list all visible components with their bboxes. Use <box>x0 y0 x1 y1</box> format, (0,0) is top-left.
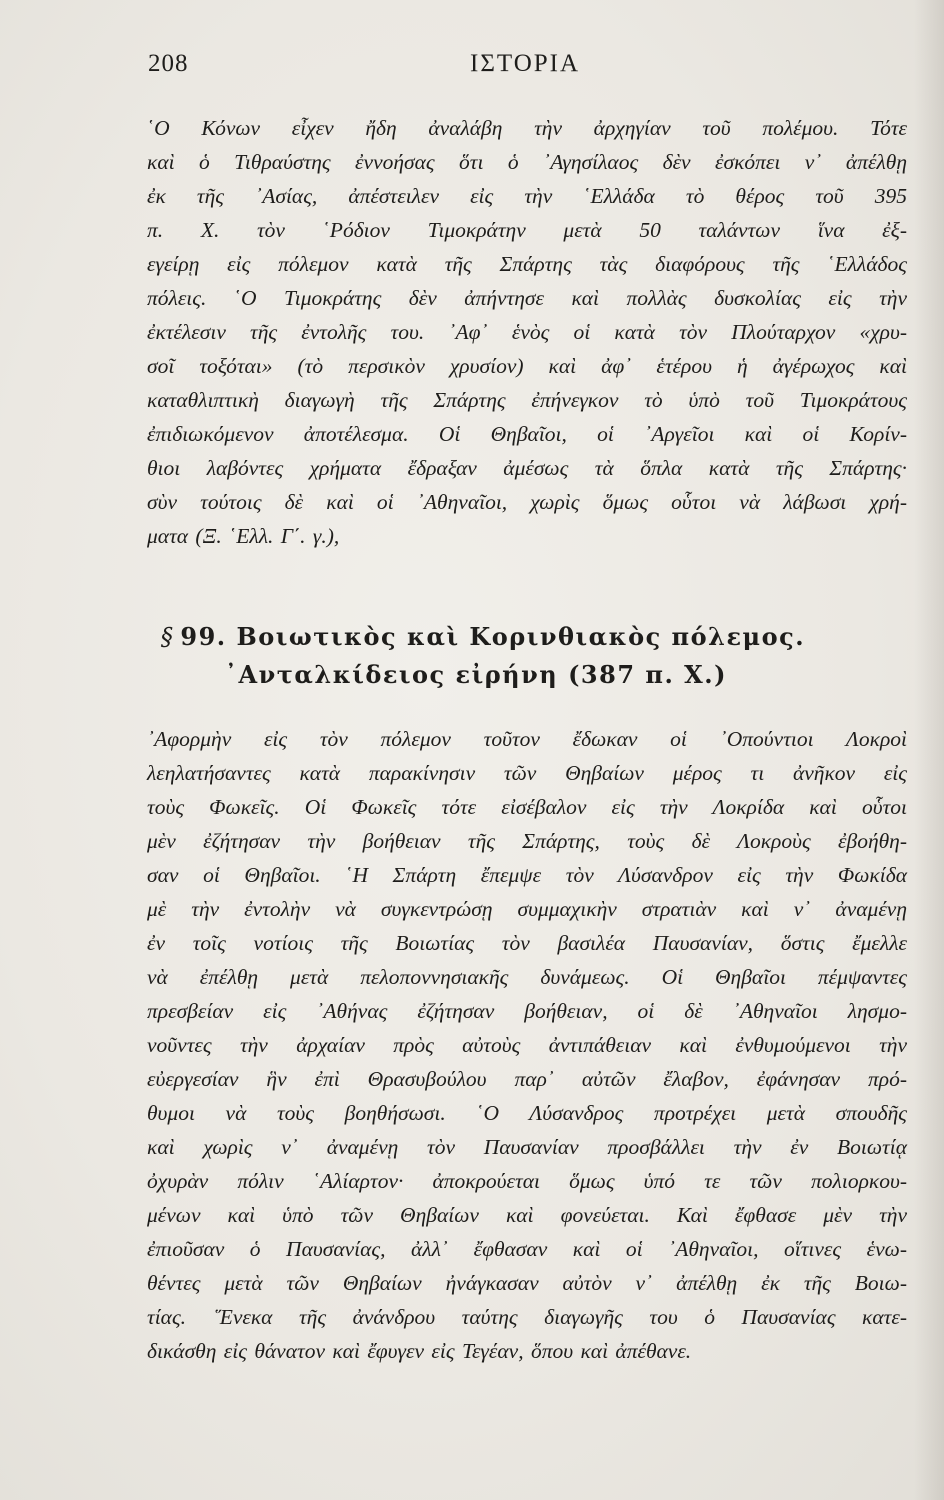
text-line: σαν οἱ Θηβαῖοι. ῾Η Σπάρτη ἔπεμψε τὸν Λύσανδρον εἰς τὴν Φωκίδα <box>147 863 907 887</box>
text-line: ἐπιδιωκόμενον ἀποτέλεσμα. Οἱ Θηβαῖοι, οἱ ᾿Αργεῖοι καὶ οἱ Κορίν- <box>147 422 907 446</box>
text-line: σοῖ τοξόται» (τὸ περσικὸν χρυσίον) καὶ ἀφ᾿ ἑτέρου ἡ ἀγέρωχος καὶ <box>147 354 907 378</box>
section-title: 99. Βοιωτικὸς καὶ Κορινθιακὸς πόλεμος. <box>180 622 806 651</box>
text-line: ᾿Αφορμὴν εἰς τὸν πόλεμον τοῦτον ἔδωκαν οἱ ᾿Οπούντιοι Λοκροὶ <box>147 727 907 751</box>
section-heading <box>0 618 944 694</box>
paragraph-2 <box>147 722 907 1368</box>
page-number: 208 <box>148 50 189 77</box>
page-edge-shadow <box>914 0 944 1500</box>
text-line: λεηλατήσαντες κατὰ παρακίνησιν τῶν Θηβαίων μέρος τι ἀνῆκον εἰς <box>147 761 907 785</box>
text-line: τοὺς Φωκεῖς. Οἱ Φωκεῖς τότε εἰσέβαλον εἰς τὴν Λοκρίδα καὶ οὗτοι <box>147 795 907 819</box>
text-line: πρεσβείαν εἰς ᾿Αθήνας ἐζήτησαν βοήθειαν, οἱ δὲ ᾿Αθηναῖοι λησμο- <box>147 999 907 1023</box>
text-line: καὶ ὁ Τιθραύστης ἐννοήσας ὅτι ὁ ᾿Αγησίλαος δὲν ἐσκόπει ν᾿ ἀπέλθῃ <box>147 150 907 174</box>
text-line: νὰ ἐπέλθῃ μετὰ πελοποννησιακῆς δυνάμεως. Οἱ Θηβαῖοι πέμψαντες <box>147 965 907 989</box>
text-line: ἐπιοῦσαν ὁ Παυσανίας, ἀλλ᾿ ἔφθασαν καὶ οἱ ᾿Αθηναῖοι, οἵτινες ἑνω- <box>147 1237 907 1261</box>
text-line: εγείρῃ εἰς πόλεμον κατὰ τῆς Σπάρτης τὰς διαφόρους τῆς ῾Ελλάδος <box>147 252 907 276</box>
text-line: καὶ χωρὶς ν᾿ ἀναμένῃ τὸν Παυσανίαν προσβάλλει τὴν ἐν Βοιωτίᾳ <box>147 1135 907 1159</box>
text-line: ἐν τοῖς νοτίοις τῆς Βοιωτίας τὸν βασιλέα Παυσανίαν, ὅστις ἔμελλε <box>147 931 907 955</box>
text-line: νοῦντες τὴν ἀρχαίαν πρὸς αὐτοὺς ἀντιπάθειαν καὶ ἐνθυμούμενοι τὴν <box>147 1033 907 1057</box>
running-head: ΙΣΤΟΡΙΑ <box>470 50 581 77</box>
text-line: θιοι λαβόντες χρήματα ἔδραξαν ἀμέσως τὰ ὅπλα κατὰ τῆς Σπάρτης· <box>147 456 907 480</box>
text-line: εὐεργεσίαν ἣν ἐπὶ Θρασυβούλου παρ᾿ αὐτῶν ἔλαβον, ἐφάνησαν πρό- <box>147 1067 907 1091</box>
text-line: ῾Ο Κόνων εἶχεν ἤδη ἀναλάβη τὴν ἀρχηγίαν τοῦ πολέμου. Τότε <box>147 116 907 140</box>
text-line: ἐκ τῆς ᾿Ασίας, ἀπέστειλεν εἰς τὴν ῾Ελλάδα τὸ θέρος τοῦ 395 <box>147 184 907 208</box>
text-line: πόλεις. ῾Ο Τιμοκράτης δὲν ἀπήντησε καὶ πολλὰς δυσκολίας εἰς τὴν <box>147 286 907 310</box>
text-line: ἐκτέλεσιν τῆς ἐντολῆς του. ᾿Αφ᾿ ἑνὸς οἱ κατὰ τὸν Πλούταρχον «χρυ- <box>147 320 907 344</box>
text-line: θέντες μετὰ τῶν Θηβαίων ἠνάγκασαν αὐτὸν ν᾿ ἀπέλθῃ ἐκ τῆς Βοιω- <box>147 1271 907 1295</box>
section-title-line-1 <box>0 618 944 656</box>
text-line: καταθλιπτικὴ διαγωγὴ τῆς Σπάρτης ἐπήνεγκον τὸ ὑπὸ τοῦ Τιμοκράτους <box>147 388 907 412</box>
text-line: μένων καὶ ὑπὸ τῶν Θηβαίων καὶ φονεύεται. Καὶ ἔφθασε μὲν τὴν <box>147 1203 907 1227</box>
text-line: ὀχυρὰν πόλιν ῾Αλίαρτον· ἀποκρούεται ὅμως ὑπό τε τῶν πολιορκου- <box>147 1169 907 1193</box>
section-sign: § <box>160 623 175 651</box>
text-line: ματα (Ξ. ῾Ελλ. Γ΄. γ.), <box>147 524 340 548</box>
text-line: μὲν ἐζήτησαν τὴν βοήθειαν τῆς Σπάρτης, τοὺς δὲ Λοκροὺς ἐβοήθη- <box>147 829 907 853</box>
section-title-line-2: ᾿Ανταλκίδειος εἰρήνη (387 π. Χ.) <box>225 660 727 689</box>
text-line: τίας. ῞Ενεκα τῆς ἀνάνδρου ταύτης διαγωγῆς του ὁ Παυσανίας κατε- <box>147 1305 907 1329</box>
text-line: π. Χ. τὸν ῾Ρόδιον Τιμοκράτην μετὰ 50 ταλάντων ἵνα ἐξ- <box>147 218 907 242</box>
page-header <box>0 50 944 90</box>
text-line: σὺν τούτοις δὲ καὶ οἱ ᾿Αθηναῖοι, χωρὶς ὅμως οὗτοι νὰ λάβωσι χρή- <box>147 490 907 514</box>
text-line: μὲ τὴν ἐντολὴν νὰ συγκεντρώσῃ συμμαχικὴν στρατιὰν καὶ ν᾿ ἀναμένῃ <box>147 897 907 921</box>
text-line: θυμοι νὰ τοὺς βοηθήσωσι. ῾Ο Λύσανδρος προτρέχει μετὰ σπουδῆς <box>147 1101 907 1125</box>
text-line: δικάσθη εἰς θάνατον καὶ ἔφυγεν εἰς Τεγέαν, ὅπου καὶ ἀπέθανε. <box>147 1339 692 1363</box>
paragraph-1 <box>147 111 907 553</box>
